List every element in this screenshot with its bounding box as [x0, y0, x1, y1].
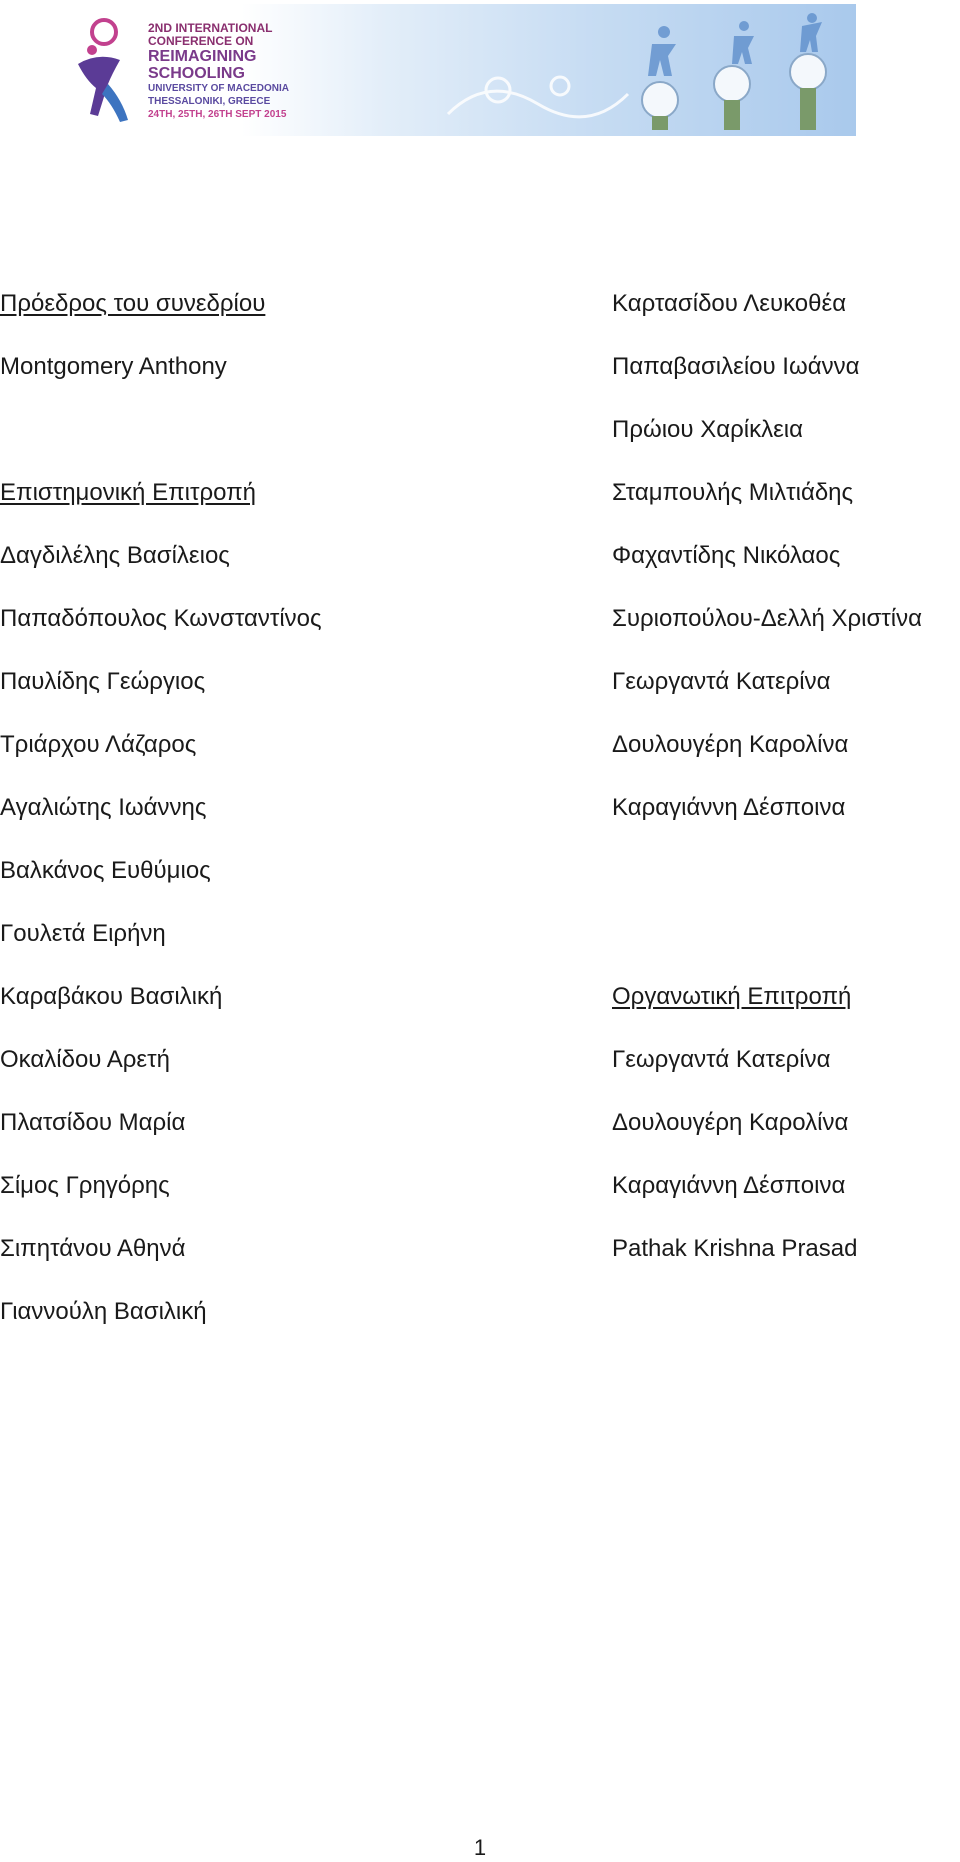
conference-banner — [68, 4, 856, 136]
committee-member: Πλατσίδου Μαρία — [0, 1109, 186, 1136]
committee-member: Γιαννούλη Βασιλική — [0, 1298, 207, 1325]
president-heading: Πρόεδρος του συνεδρίου — [0, 290, 266, 317]
committee-member: Συριοπούλου-Δελλή Χριστίνα — [612, 605, 922, 632]
logo-figure-icon — [78, 20, 128, 122]
committee-member: Παυλίδης Γεώργιος — [0, 668, 206, 695]
committee-member: Καρτασίδου Λευκοθέα — [612, 290, 847, 317]
logo-line: THESSALONIKI, GREECE — [148, 96, 271, 107]
committee-member: Σιπητάνου Αθηνά — [0, 1235, 186, 1262]
committee-member: Φαχαντίδης Νικόλαος — [612, 542, 841, 569]
committee-member: Δαγδιλέλης Βασίλειος — [0, 542, 230, 569]
logo-line: 2ND INTERNATIONAL — [148, 21, 273, 35]
committee-member: Καραβάκου Βασιλική — [0, 983, 223, 1010]
lightbulb-icon — [790, 54, 826, 130]
logo-line: CONFERENCE ON — [148, 34, 254, 48]
committee-member: Σταμπουλής Μιλτιάδης — [612, 479, 854, 506]
logo-line: 24TH, 25TH, 26TH SEPT 2015 — [148, 109, 287, 120]
organizing-member: Δουλουγέρη Καρολίνα — [612, 1109, 849, 1136]
committee-member: Παπαβασιλείου Ιωάννα — [612, 353, 860, 380]
committee-member: Αγαλιώτης Ιωάννης — [0, 794, 207, 821]
committee-member: Παπαδόπουλος Κωνσταντίνος — [0, 605, 322, 632]
logo-line: SCHOOLING — [148, 65, 245, 82]
organizing-member: Καραγιάννη Δέσποινα — [612, 1172, 846, 1199]
logo-line: UNIVERSITY OF MACEDONIA — [148, 83, 289, 94]
committee-member: Οκαλίδου Αρετή — [0, 1046, 170, 1073]
committee-member: Καραγιάννη Δέσποινα — [612, 794, 846, 821]
lightbulb-icon — [714, 66, 750, 130]
committee-member: Πρώιου Χαρίκλεια — [612, 416, 803, 443]
committee-member: Δουλουγέρη Καρολίνα — [612, 731, 849, 758]
scientific-committee-heading: Επιστημονική Επιτροπή — [0, 479, 257, 506]
president-name: Montgomery Anthony — [0, 353, 227, 380]
logo-line: REIMAGINING — [148, 48, 257, 65]
organizing-member: Pathak Krishna Prasad — [612, 1235, 858, 1262]
organizing-committee-heading: Οργανωτική Επιτροπή — [612, 983, 852, 1010]
committee-member: Βαλκάνος Ευθύμιος — [0, 857, 211, 884]
logo-text — [148, 22, 289, 121]
committee-member: Γουλετά Ειρήνη — [0, 920, 166, 947]
lightbulb-icon — [642, 82, 678, 130]
committee-member: Σίμος Γρηγόρης — [0, 1172, 170, 1199]
page-number: 1 — [473, 1835, 487, 1860]
organizing-member: Γεωργαντά Κατερίνα — [612, 1046, 831, 1073]
committee-member: Τριάρχου Λάζαρος — [0, 731, 197, 758]
committee-member: Γεωργαντά Κατερίνα — [612, 668, 831, 695]
